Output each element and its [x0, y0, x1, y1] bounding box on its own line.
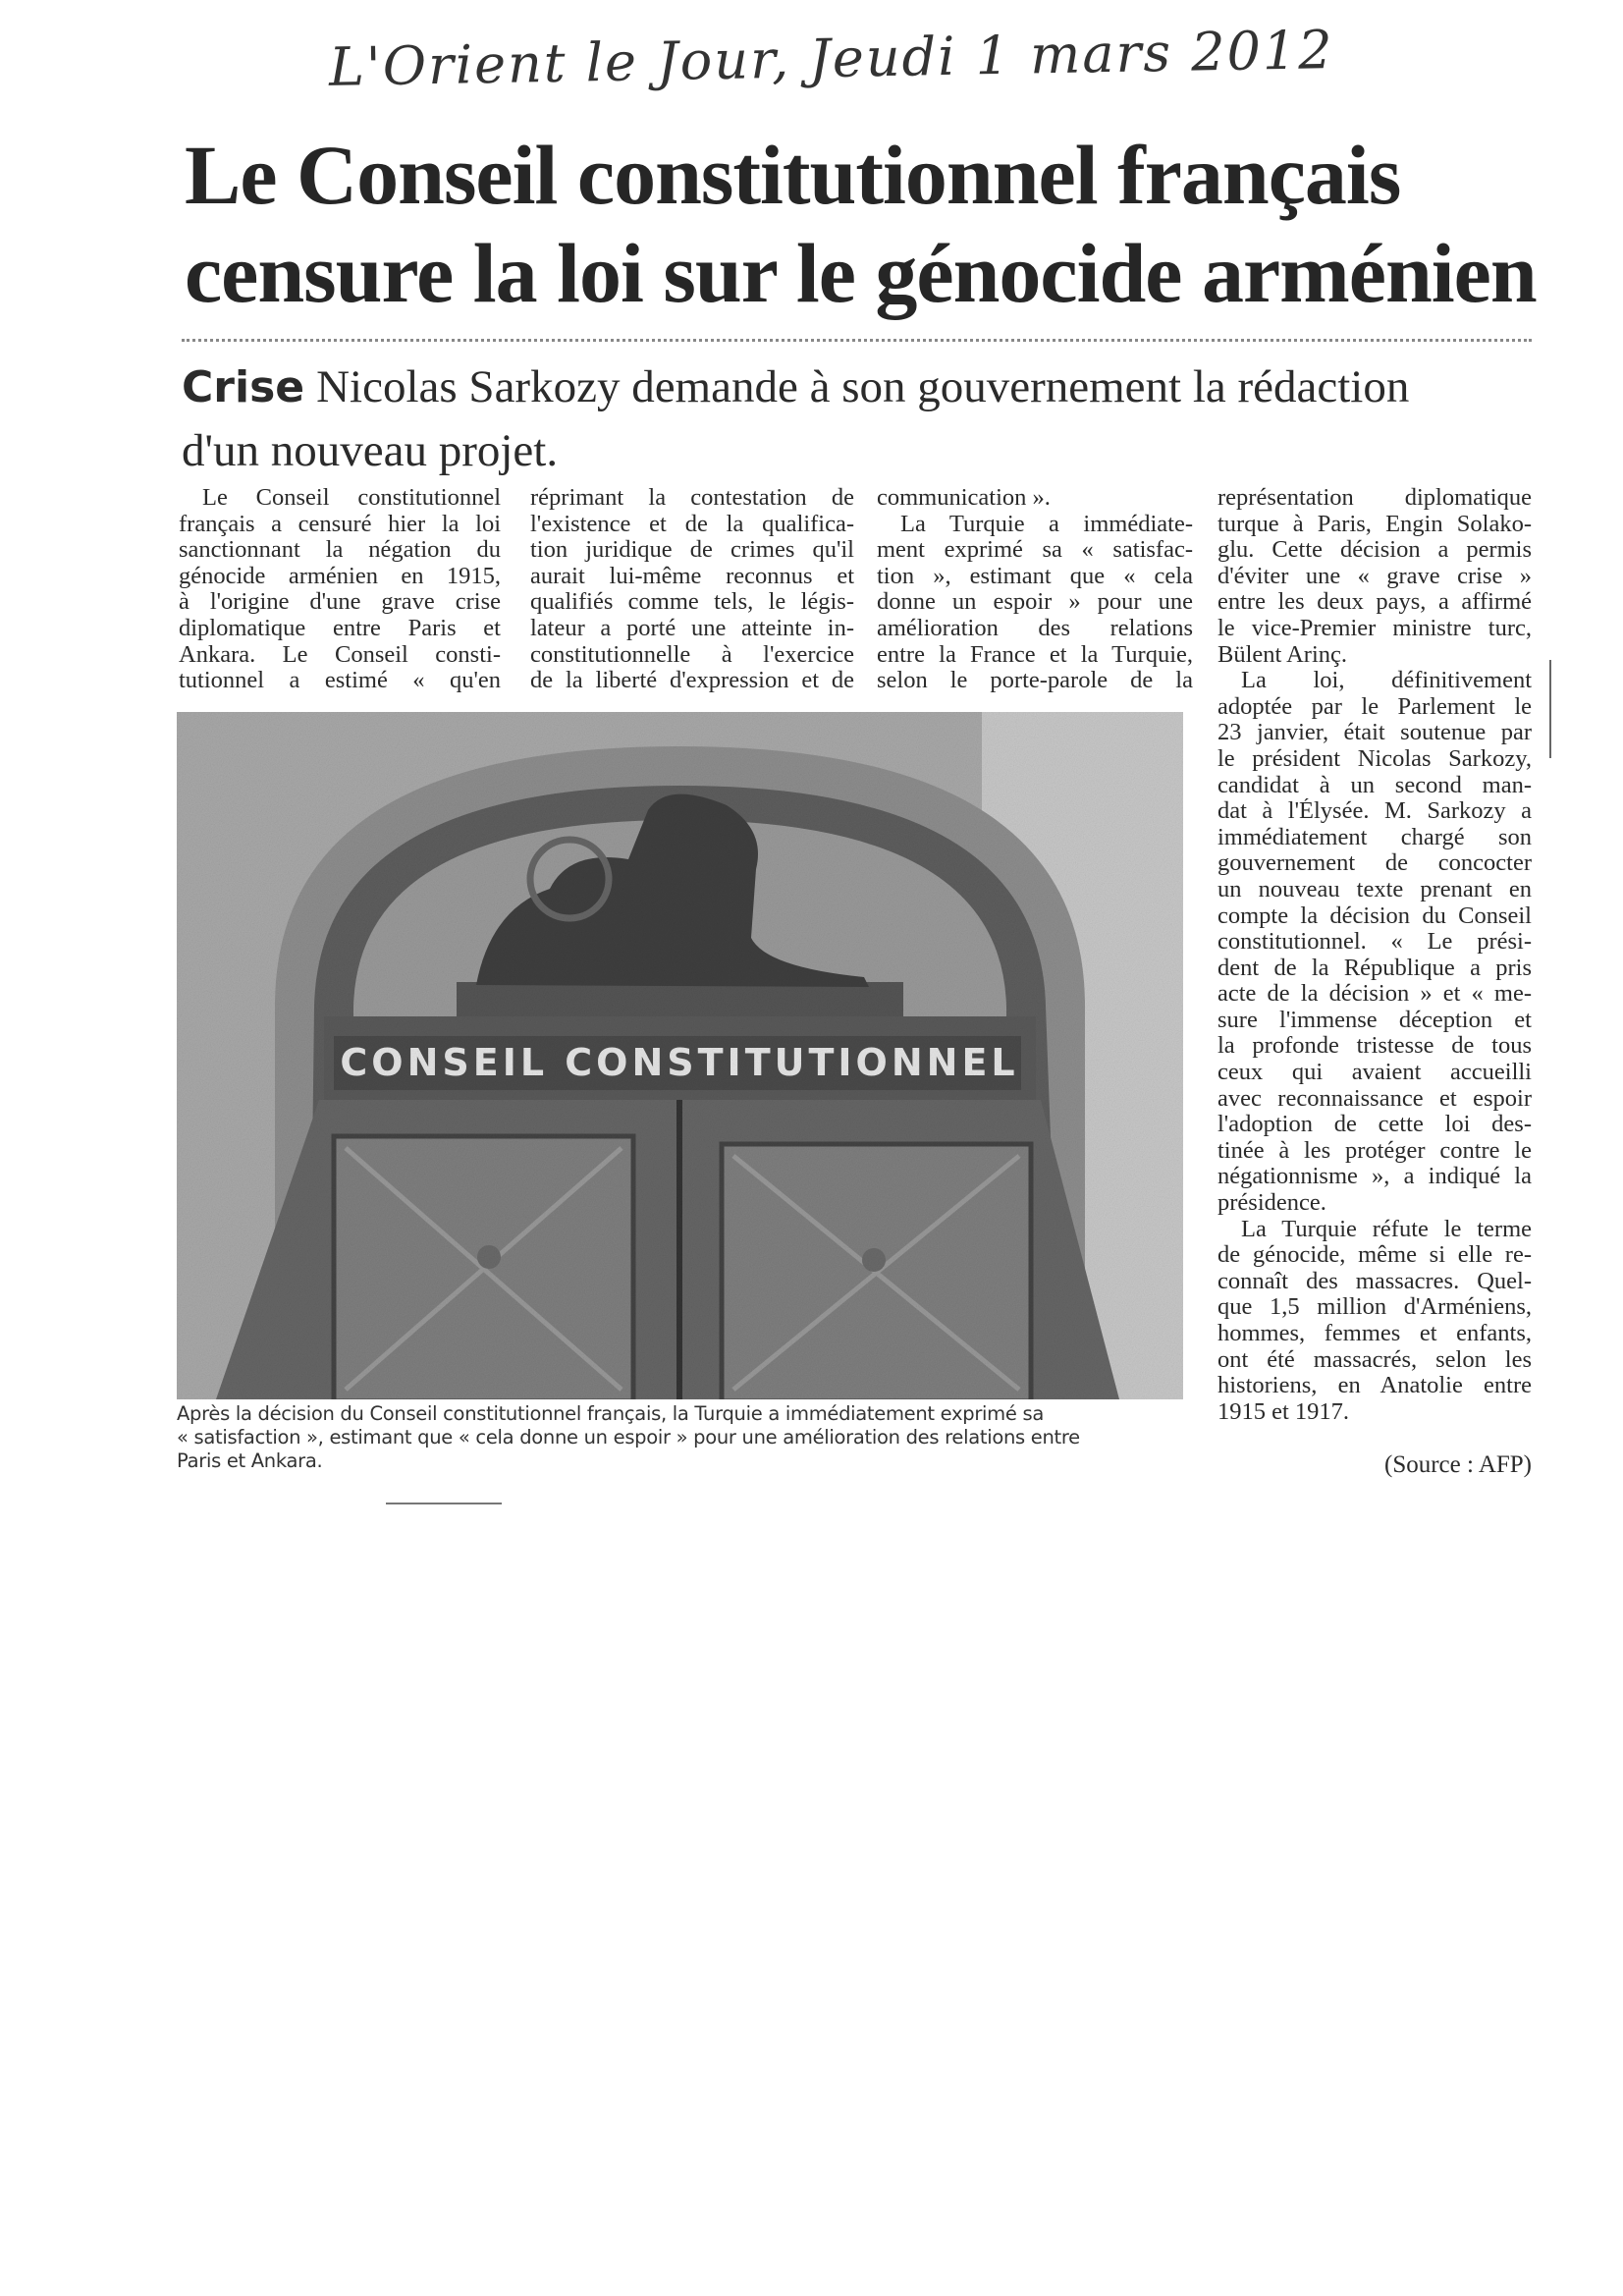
handwritten-source-note: L'Orient le Jour, Jeudi 1 mars 2012 — [328, 19, 1335, 98]
article-text-line: sanctionnant la négation du — [179, 537, 501, 564]
article-text-line: ont été massacrés, selon les — [1217, 1346, 1532, 1373]
article-text-line: de génocide, même si elle re- — [1217, 1242, 1532, 1269]
article-text-line: de la liberté d'expression et de — [530, 668, 854, 694]
article-text-line: génocide arménien en 1915, — [179, 563, 501, 589]
caption-line-1: Après la décision du Conseil constitutionnel français, la Turquie a immédiatement exprimé sa — [177, 1402, 1044, 1425]
article-column-3 — [877, 485, 1193, 694]
article-text-line: sure l'immense déception et — [1217, 1007, 1532, 1033]
article-text-line: turque à Paris, Engin Solako- — [1217, 511, 1532, 537]
article-text-line: immédiatement chargé son — [1217, 824, 1532, 850]
article-text-line: diplomatique entre Paris et — [179, 615, 501, 641]
headline-line-1: Le Conseil constitutionnel français — [185, 128, 1401, 222]
article-text-line: un nouveau texte prenant en — [1217, 876, 1532, 902]
end-rule — [386, 1503, 502, 1504]
article-text-line: avec reconnaissance et espoir — [1217, 1085, 1532, 1112]
article-text-line: qualifiés comme tels, le légis- — [530, 589, 854, 616]
article-text-line: tutionnel a estimé « qu'en — [179, 668, 501, 694]
article-paragraph — [1217, 668, 1532, 1216]
caption-line-3: Paris et Ankara. — [177, 1449, 323, 1472]
article-text-line: La loi, définitivement — [1241, 668, 1532, 694]
article-text-line: constitutionnelle à l'exercice — [530, 641, 854, 668]
article-text-line: ment exprimé sa « satisfac- — [877, 537, 1193, 564]
article-text-line: 23 janvier, était soutenue par — [1217, 720, 1532, 746]
article-text-line: donne un espoir » pour une — [877, 589, 1193, 616]
article-text-line: français a censuré hier la loi — [179, 511, 501, 537]
article-text-line: selon le porte-parole de la — [877, 668, 1193, 694]
article-text-line: le président Nicolas Sarkozy, — [1217, 745, 1532, 772]
article-text-line: tion juridique de crimes qu'il — [530, 537, 854, 564]
photo-conseil-constitutionnel-door — [177, 712, 1183, 1399]
article-text-line: représentation diplomatique — [1217, 485, 1532, 511]
headline-line-2: censure la loi sur le génocide arménien — [185, 226, 1537, 320]
article-text-line: Bülent Arinç. — [1217, 641, 1348, 668]
photo-caption — [177, 1402, 1178, 1473]
article-column-2 — [530, 485, 854, 694]
article-text-line: entre la France et la Turquie, — [877, 641, 1193, 668]
article-text-line: entre les deux pays, a affirmé — [1217, 589, 1532, 616]
subhead-line-1: Nicolas Sarkozy demande à son gouvernement la rédaction — [316, 361, 1410, 412]
subheadline — [182, 355, 1556, 482]
article-text-line: hommes, femmes et enfants, — [1217, 1321, 1532, 1346]
article-source: (Source : AFP) — [1384, 1451, 1532, 1478]
article-column-1 — [179, 485, 501, 694]
article-text-line: communication ». — [877, 485, 1051, 511]
subhead-line-2: d'un nouveau projet. — [182, 425, 559, 476]
article-text-line: compte la décision du Conseil — [1217, 902, 1532, 929]
article-paragraph — [1217, 1217, 1532, 1426]
headline — [185, 126, 1537, 322]
article-text-line: que 1,5 million d'Arméniens, — [1217, 1294, 1532, 1321]
article-text-line: gouvernement de concocter — [1217, 850, 1532, 877]
article-paragraph — [179, 485, 501, 694]
article-text-line: 1915 et 1917. — [1217, 1398, 1350, 1425]
article-text-line: réprimant la contestation de — [530, 485, 854, 511]
article-text-line: ceux qui avaient accueilli — [1217, 1060, 1532, 1086]
article-text-line: adoptée par le Parlement le — [1217, 693, 1532, 720]
article-text-line: présidence. — [1217, 1190, 1326, 1217]
article-text-line: dat à l'Élysée. M. Sarkozy a — [1217, 798, 1532, 825]
article-text-line: la profonde tristesse de tous — [1217, 1033, 1532, 1060]
article-text-line: acte de la décision » et « me- — [1217, 981, 1532, 1008]
article-column-4 — [1217, 485, 1532, 1425]
article-text-line: glu. Cette décision a permis — [1217, 537, 1532, 564]
photo-inscription: CONSEIL CONSTITUTIONNEL — [340, 1041, 1019, 1084]
article-text-line: à l'origine d'une grave crise — [179, 589, 501, 616]
article-text-line: La Turquie a immédiate- — [900, 511, 1193, 537]
subhead-kicker: Crise — [182, 362, 305, 412]
article-text-line: tinée à les protéger contre le — [1217, 1137, 1532, 1164]
article-text-line: tion », estimant que « cela — [877, 563, 1193, 589]
article-text-line: l'existence et de la qualifica- — [530, 511, 854, 537]
article-paragraph — [530, 485, 854, 694]
article-text-line: La Turquie réfute le terme — [1241, 1216, 1532, 1242]
article-text-line: négationnisme », a indiqué la — [1217, 1164, 1532, 1190]
article-paragraph — [877, 512, 1193, 694]
article-text-line: d'éviter une « grave crise » — [1217, 563, 1532, 589]
article-text-line: Ankara. Le Conseil consti- — [179, 641, 501, 668]
article-text-line: l'adoption de cette loi des- — [1217, 1112, 1532, 1138]
article-text-line: lateur a porté une atteinte in- — [530, 615, 854, 641]
article-text-line: le vice-Premier ministre turc, — [1217, 615, 1532, 641]
article-text-line: Le Conseil constitutionnel — [202, 485, 501, 511]
article-paragraph — [1217, 485, 1532, 668]
article-paragraph — [877, 485, 1193, 512]
article-text-line: constitutionnel. « Le prési- — [1217, 929, 1532, 956]
article-text-line: candidat à un second man- — [1217, 772, 1532, 798]
article-text-line: amélioration des relations — [877, 615, 1193, 641]
dotted-divider — [182, 339, 1532, 342]
article-text-line: dent de la République a pris — [1217, 955, 1532, 981]
scan-margin-mark — [1549, 660, 1551, 758]
article-text-line: historiens, en Anatolie entre — [1217, 1373, 1532, 1399]
article-text-line: aurait lui-même reconnus et — [530, 563, 854, 589]
caption-line-2: « satisfaction », estimant que « cela donne un espoir » pour une amélioration des relations entre — [177, 1426, 1080, 1449]
article-text-line: connaît des massacres. Quel- — [1217, 1268, 1532, 1294]
